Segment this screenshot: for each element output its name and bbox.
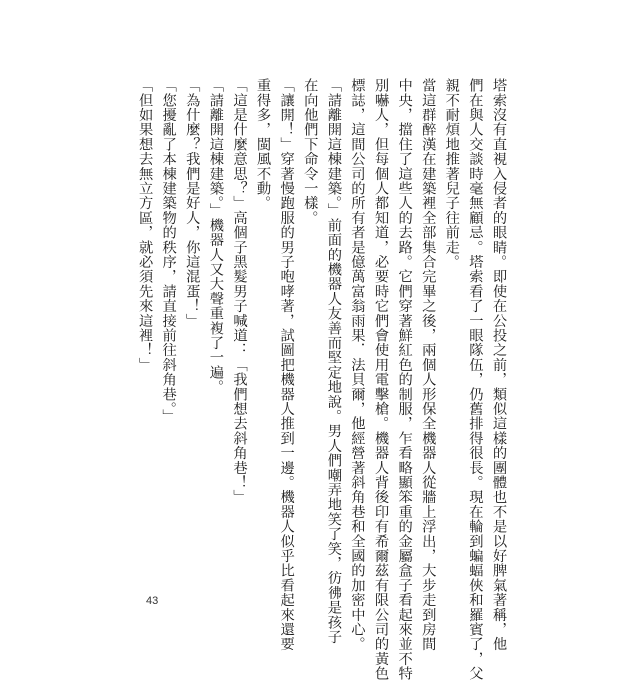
text-line-14: 「為什麼？我們是好人，你這混蛋！」 bbox=[184, 78, 201, 328]
text-line-6: 別嚇人，但每個人都知道，必要時它們會使用電擊槍。機器人背後印有希爾茲有限公司的黃色 bbox=[373, 78, 390, 681]
text-line-8: 「請離開這棟建築。」前面的機器人友善而堅定地說。男人們嘲弄地笑了笑，彷彿是孩子 bbox=[325, 78, 342, 645]
text-line-9: 在向他們下命令一樣。 bbox=[302, 78, 319, 225]
text-line-10: 「讓開！」穿著慢跑服的男子咆哮著，試圖把機器人推到一邊。機器人似乎比看起來還要 bbox=[278, 78, 295, 652]
text-line-5: 中央，擋住了這些人的去路。它們穿著鮮紅色的制服，乍看略顯笨重的金屬盒子看起來並不特 bbox=[396, 78, 413, 681]
text-line-2: 們在與人交談時毫無顧忌。塔索看了一眼隊伍，仍舊排得很長。現在輪到蝙蝠俠和羅賓了，父 bbox=[467, 78, 484, 681]
text-line-12: 「這是什麼意思？」高個子黑髮男子喊道：「我們想去斜角巷！」 bbox=[231, 78, 248, 505]
text-line-1: 塔索沒有直視入侵者的眼睛。即使在公投之前，類似這樣的團體也不是以好脾氣著稱，他 bbox=[491, 78, 507, 652]
text-line-11: 重得多，閩風不動。 bbox=[255, 78, 272, 211]
text-line-3: 親不耐煩地推著兒子往前走。 bbox=[443, 78, 460, 270]
text-line-16: 「但如果想去無立方區，就必須先來這裡！」 bbox=[137, 78, 154, 372]
text-line-4: 當這群醉漢在建築裡全部集合完畢之後，兩個人形保全機器人從牆上浮出，大步走到房間 bbox=[420, 78, 437, 652]
text-line-15: 「您擾亂了本棟建築物的秩序，請直接前往斜角巷。」 bbox=[160, 78, 177, 424]
text-line-7: 標誌，這間公司的所有者是億萬富翁雨果．法貝爾，他經營著斜角巷和全國的加密中心。 bbox=[349, 78, 366, 652]
page-number: 43 bbox=[146, 595, 159, 607]
text-line-13: 「請離開這棟建築。」機器人又大聲重複了一遍。 bbox=[207, 78, 224, 395]
